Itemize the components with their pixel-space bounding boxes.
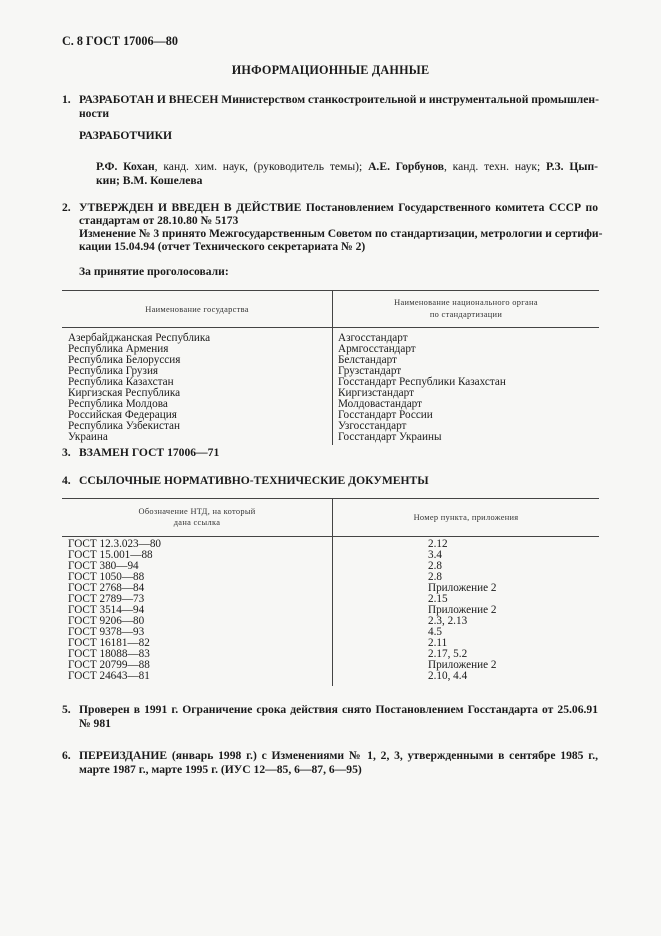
table-2-doc-cell: ГОСТ 2768—84 <box>68 582 145 594</box>
table-2-doc-cell: ГОСТ 3514—94 <box>68 604 145 616</box>
table-1-states-column <box>68 333 210 443</box>
page-header: С. 8 ГОСТ 17006—80 <box>62 34 178 48</box>
developer-text-1: , канд. хим. наук, (руководитель темы); <box>154 160 369 173</box>
section-1-line-1 <box>79 93 598 107</box>
developer-text-2: , канд. техн. наук; <box>443 160 547 173</box>
table-2-ref-cell: 2.8 <box>428 571 442 583</box>
table-1-body-cell: Госстандарт Республики Казахстан <box>338 376 506 388</box>
section-6-line-2: марте 1987 г., марте 1995 г. (ИУС 12—85, 6—87, 6—95) <box>79 763 362 776</box>
table-2-ref-cell: 2.3, 2.13 <box>428 615 468 627</box>
table-2-ref-cell: 2.8 <box>428 560 442 572</box>
table-2-header-ref: Номер пункта, приложения <box>413 513 519 522</box>
section-6-number: 6. <box>62 749 71 762</box>
section-3-text: ВЗАМЕН ГОСТ 17006—71 <box>79 446 220 459</box>
section-4-text: ССЫЛОЧНЫЕ НОРМАТИВНО-ТЕХНИЧЕСКИЕ ДОКУМЕНТЫ <box>79 474 429 487</box>
table-2-doc-cell: ГОСТ 15.001—88 <box>68 549 153 561</box>
table-1-state-cell: Российская Федерация <box>68 409 177 421</box>
table-1-header-rule <box>62 327 599 328</box>
table-1-body-cell: Узгосстандарт <box>338 420 407 432</box>
developer-name-3: Р.З. Цып- <box>546 160 598 173</box>
table-1-state-cell: Киргизская Республика <box>68 387 181 399</box>
developers-line-1 <box>96 160 598 174</box>
developers-line-2: кин; В.М. Кошелева <box>96 174 203 187</box>
table-2-ref-cell: 4.5 <box>428 626 442 638</box>
table-1-header-body-line-2: по стандартизации <box>429 310 503 319</box>
developer-name-2: А.Е. Горбунов <box>368 160 444 173</box>
table-2-header-rule <box>62 536 599 537</box>
table-2-doc-cell: ГОСТ 16181—82 <box>68 637 150 649</box>
table-1-bodies-column <box>338 333 506 443</box>
section-1-line-2: ности <box>79 107 109 120</box>
table-1-state-cell: Республика Армения <box>68 343 169 355</box>
table-2-ref-cell: 3.4 <box>428 549 442 561</box>
table-2-ref-cell: Приложение 2 <box>428 582 497 594</box>
table-2-header-doc-line-1: Обозначение НТД, на который <box>138 507 256 516</box>
section-3-number: 3. <box>62 446 71 459</box>
section-1-number: 1. <box>62 93 71 106</box>
section-5-line-1: Проверен в 1991 г. Ограничение срока действия снято Постановлением Госстандарта от 25.06.91 <box>79 703 598 716</box>
section-5-line-2: № 981 <box>79 717 111 730</box>
table-1-state-cell: Республика Молдова <box>68 398 168 410</box>
table-1-state-cell: Украина <box>68 431 108 443</box>
table-1-body-cell: Киргизстандарт <box>338 387 414 399</box>
table-1-header-body-line-1: Наименование национального органа <box>394 298 538 307</box>
section-2-line-1: УТВЕРЖДЕН И ВВЕДЕН В ДЕЙСТВИЕ Постановлением Государственного комитета СССР по <box>79 201 598 214</box>
section-2-line-3: Изменение № 3 принято Межгосударственным Советом по стандартизации, метрологии и сертифи- <box>79 227 603 240</box>
table-2-doc-cell: ГОСТ 18088—83 <box>68 648 150 660</box>
section-4-number: 4. <box>62 474 71 487</box>
table-2-doc-cell: ГОСТ 1050—88 <box>68 571 145 583</box>
section-2-number: 2. <box>62 201 71 214</box>
table-2-ref-cell: 2.11 <box>428 637 448 649</box>
section-1-line-1-rest: Министерством станкостроительной и инструментальной промышлен- <box>221 93 599 106</box>
table-1-state-cell: Республика Грузия <box>68 365 159 377</box>
section-6-line-1: ПЕРЕИЗДАНИЕ (январь 1998 г.) с Изменениями № 1, 2, 3, утвержденными в сентябре 1985 г., <box>79 749 598 762</box>
table-1-body-cell: Армгосстандарт <box>338 343 416 355</box>
page-title: ИНФОРМАЦИОННЫЕ ДАННЫЕ <box>231 63 430 77</box>
table-2-ref-cell: 2.17, 5.2 <box>428 648 468 660</box>
table-2-doc-cell: ГОСТ 9378—93 <box>68 626 145 638</box>
section-5-number: 5. <box>62 703 71 716</box>
table-2-doc-cell: ГОСТ 2789—73 <box>68 593 145 605</box>
table-1-body-cell: Азгосстандарт <box>338 332 408 344</box>
section-1-head: РАЗРАБОТАН И ВНЕСЕН <box>79 93 219 106</box>
table-2-doc-cell: ГОСТ 380—94 <box>68 560 139 572</box>
table-2-header-doc-line-2: дана ссылка <box>173 518 221 527</box>
table-1-body-cell: Белстандарт <box>338 354 397 366</box>
table-1-state-cell: Республика Белоруссия <box>68 354 181 366</box>
table-1-top-rule <box>62 290 599 291</box>
section-2-line-4: кации 15.04.94 (отчет Технического секретариата № 2) <box>79 240 366 253</box>
developer-name-1: Р.Ф. Кохан <box>96 160 155 173</box>
table-2-doc-cell: ГОСТ 24643—81 <box>68 670 150 682</box>
table-1-body-cell: Госстандарт Украины <box>338 431 442 443</box>
table-2-doc-cell: ГОСТ 20799—88 <box>68 659 150 671</box>
table-2-refs-column <box>428 539 496 682</box>
developers-title: РАЗРАБОТЧИКИ <box>79 129 173 142</box>
table-2-ref-cell: Приложение 2 <box>428 659 497 671</box>
voted-label: За принятие проголосовали: <box>79 265 229 278</box>
table-1-body-cell: Молдовастандарт <box>338 398 423 410</box>
table-2-ref-cell: 2.10, 4.4 <box>428 670 468 682</box>
table-1-body-cell: Грузстандарт <box>338 365 402 377</box>
table-1-body-cell: Госстандарт России <box>338 409 433 421</box>
table-2-doc-cell: ГОСТ 12.3.023—80 <box>68 538 162 550</box>
table-2-doc-cell: ГОСТ 9206—80 <box>68 615 145 627</box>
table-2-ref-cell: 2.15 <box>428 593 448 605</box>
table-1-state-cell: Республика Узбекистан <box>68 420 180 432</box>
table-1-state-cell: Республика Казахстан <box>68 376 174 388</box>
section-2-line-2: стандартам от 28.10.80 № 5173 <box>79 214 239 227</box>
table-2-top-rule <box>62 498 599 499</box>
table-2-ref-cell: 2.12 <box>428 538 448 550</box>
table-2-docs-column <box>68 539 161 682</box>
table-1-state-cell: Азербайджанская Республика <box>68 332 211 344</box>
table-1-header-state: Наименование государства <box>145 305 249 314</box>
table-2-ref-cell: Приложение 2 <box>428 604 497 616</box>
table-2-column-divider <box>332 498 333 686</box>
